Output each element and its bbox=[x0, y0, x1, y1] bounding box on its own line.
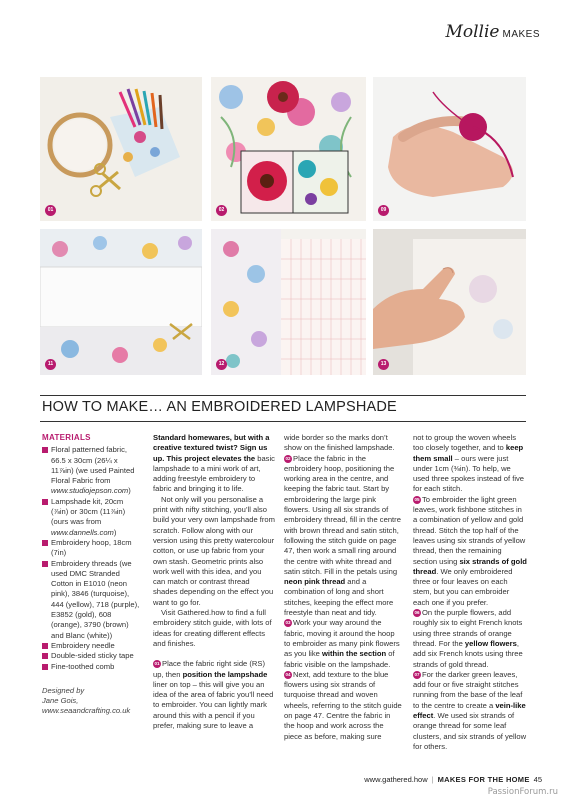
body-paragraph: Not only will you personalise a print with nifty stitching, you’ll also build your very own lampshade from scratch. Follow along with our version using this pretty watercolour cotton, or use up fabric from your own stash. Geometric prints also work well with this idea, and you can match or contrast thread shades depending on the effect you want to go for. bbox=[153, 494, 275, 607]
step-number-badge: 06 bbox=[414, 610, 420, 616]
section-title: HOW TO MAKE… AN EMBROIDERED LAMPSHADE bbox=[42, 399, 397, 415]
intro-paragraph: Standard homewares, but with a creative textured twist? Sign us up. This project elevates the basic lampshade to a mini work of art, adding freestyle embroidery to fabric and bringing it to life. bbox=[153, 433, 275, 494]
materials-item: Double-sided sticky tape bbox=[42, 651, 140, 661]
magazine-brand bbox=[445, 22, 540, 42]
page-footer bbox=[364, 775, 542, 784]
photo-number-badge: 01 bbox=[45, 205, 56, 216]
photo-number-badge: 02 bbox=[216, 205, 227, 216]
step-number-badge: 01 bbox=[154, 661, 160, 667]
photo-grid-liner-image bbox=[211, 229, 366, 375]
photo-floral-fabric-image bbox=[211, 77, 366, 221]
photo-step-12 bbox=[211, 229, 366, 375]
brand-caps: MAKES bbox=[502, 29, 540, 40]
materials-item: Lampshade kit, 20cm (⅞in) or 30cm (11⅞in) (ours was from www.dannells.com) bbox=[42, 497, 140, 538]
step-03: 03 Work your way around the fabric, moving it around the hoop to embroider as many pink flowers as you like within the section of fabric visible on the lampshade. bbox=[284, 618, 400, 669]
step-number-badge: 04 bbox=[285, 671, 291, 677]
photo-step-11 bbox=[40, 229, 202, 375]
materials-item: Embroidery threads (we used DMC Stranded Cotton in E1010 (neon pink), 3846 (turquoise), 444 (yellow), 718 (purple), E3852 (gold), 608 (orange), 3790 (brown) and Blanc (white)) bbox=[42, 559, 140, 641]
step-04: 04 Next, add texture to the blue flowers using six strands of turquoise thread and woven wheels, referring to the stitch guide on page 47. Centre the fabric in the hoop and work across the piece as before, making sure bbox=[284, 669, 402, 741]
step-06: 06 On the purple flowers, add roughly six to eight French knots using three strands of orange thread. For the yellow flowers, add six French knots using three strands of gold thread. bbox=[413, 608, 523, 669]
body-paragraph: not to group the woven wheels too closely together, and to keep them small – ours were just under 1cm (⅜in). To help, we used three spokes instead of five for each stitch. bbox=[413, 433, 525, 494]
photo-step-09 bbox=[373, 77, 526, 221]
designer-credit: Designed by Jane Gois, www.seaandcrafting.co.uk bbox=[42, 685, 131, 716]
watermark: PassionForum.ru bbox=[487, 787, 558, 797]
section-rule-top bbox=[40, 395, 526, 396]
step-number-badge: 03 bbox=[285, 620, 291, 626]
step-number-badge: 05 bbox=[414, 496, 420, 502]
instructions-column-3 bbox=[413, 433, 527, 752]
photo-step-02 bbox=[211, 77, 366, 221]
photo-number-badge: 13 bbox=[378, 359, 389, 370]
materials-item: Embroidery needle bbox=[42, 641, 140, 651]
step-number-badge: 02 bbox=[285, 455, 291, 461]
photo-number-badge: 09 bbox=[378, 205, 389, 216]
materials-column bbox=[42, 433, 140, 717]
page-number: 45 bbox=[533, 775, 542, 784]
materials-item: Embroidery hoop, 18cm (7in) bbox=[42, 538, 140, 559]
photo-number-badge: 11 bbox=[45, 359, 56, 370]
body-paragraph: Visit Gathered.how to find a full embroidery stitch guide, with lots of ideas for creating different effects and finishes. bbox=[153, 608, 272, 648]
step-number-badge: 07 bbox=[414, 671, 420, 677]
materials-list bbox=[42, 445, 140, 672]
step-01: 01 Place the fabric right side (RS) up, then position the lampshade liner on top – this will give you an idea of the area of fabric you’ll need to embroider. You can lightly mark around this with a pencil if you prefer, making sure to leave a bbox=[153, 659, 274, 731]
brand-script: Mollie bbox=[445, 22, 500, 42]
step-02: 02 Place the fabric in the embroidery hoop, positioning the working area in the centre, and keeping the fabric taut. Start by embroidering the large pink flowers. Using all six strands of embroidery thread, fill in the centre with brown thread and satin stitch, following the stitch guide on page 47, then work a small ring around the centre with white thread and satin stitch. Fill in the petals using neon pink thread and a combination of long and short stitches, keeping the effect more freestyle than neat and tidy. bbox=[284, 453, 401, 618]
photo-hand-liner-image bbox=[373, 229, 526, 375]
footer-section: MAKES FOR THE HOME bbox=[437, 775, 530, 784]
photo-lampshade-liner-image bbox=[40, 229, 202, 375]
step-05: 05 To embroider the light green leaves, work fishbone stitches in a combination of yellow and gold thread. Stitch the top half of the leaves using six strands of yellow thread, then the remaining section using six strands of gold thread. We only embroidered three or four leaves on each stem, but you can embroider each one if you prefer. bbox=[413, 494, 527, 607]
photo-step-13 bbox=[373, 229, 526, 375]
materials-heading: MATERIALS bbox=[42, 433, 91, 442]
photo-hoop-threads-image bbox=[40, 77, 202, 221]
photo-number-badge: 12 bbox=[216, 359, 227, 370]
footer-url: www.gathered.how bbox=[364, 775, 428, 784]
instructions-column-2 bbox=[284, 433, 402, 742]
instructions-column-1 bbox=[153, 433, 275, 731]
materials-item: Floral patterned fabric, 66.5 x 30cm (26¼ x 11⅞in) (we used Painted Floral Fabric from www.studiojepson.com) bbox=[42, 445, 140, 496]
body-paragraph: wide border so the marks don’t show on the finished lampshade. bbox=[284, 433, 395, 453]
footer-separator: | bbox=[431, 775, 434, 784]
materials-item: Fine-toothed comb bbox=[42, 662, 140, 672]
section-rule-bottom bbox=[40, 421, 526, 422]
photo-hand-thread-image bbox=[373, 77, 526, 221]
step-07: 07 For the darker green leaves, add four or five straight stitches running from the base of the leaf to the centre to create a vein-like effect. We used six strands of orange thread for some leaf clusters, and six strands of yellow for others. bbox=[413, 669, 527, 751]
photo-step-01 bbox=[40, 77, 202, 221]
